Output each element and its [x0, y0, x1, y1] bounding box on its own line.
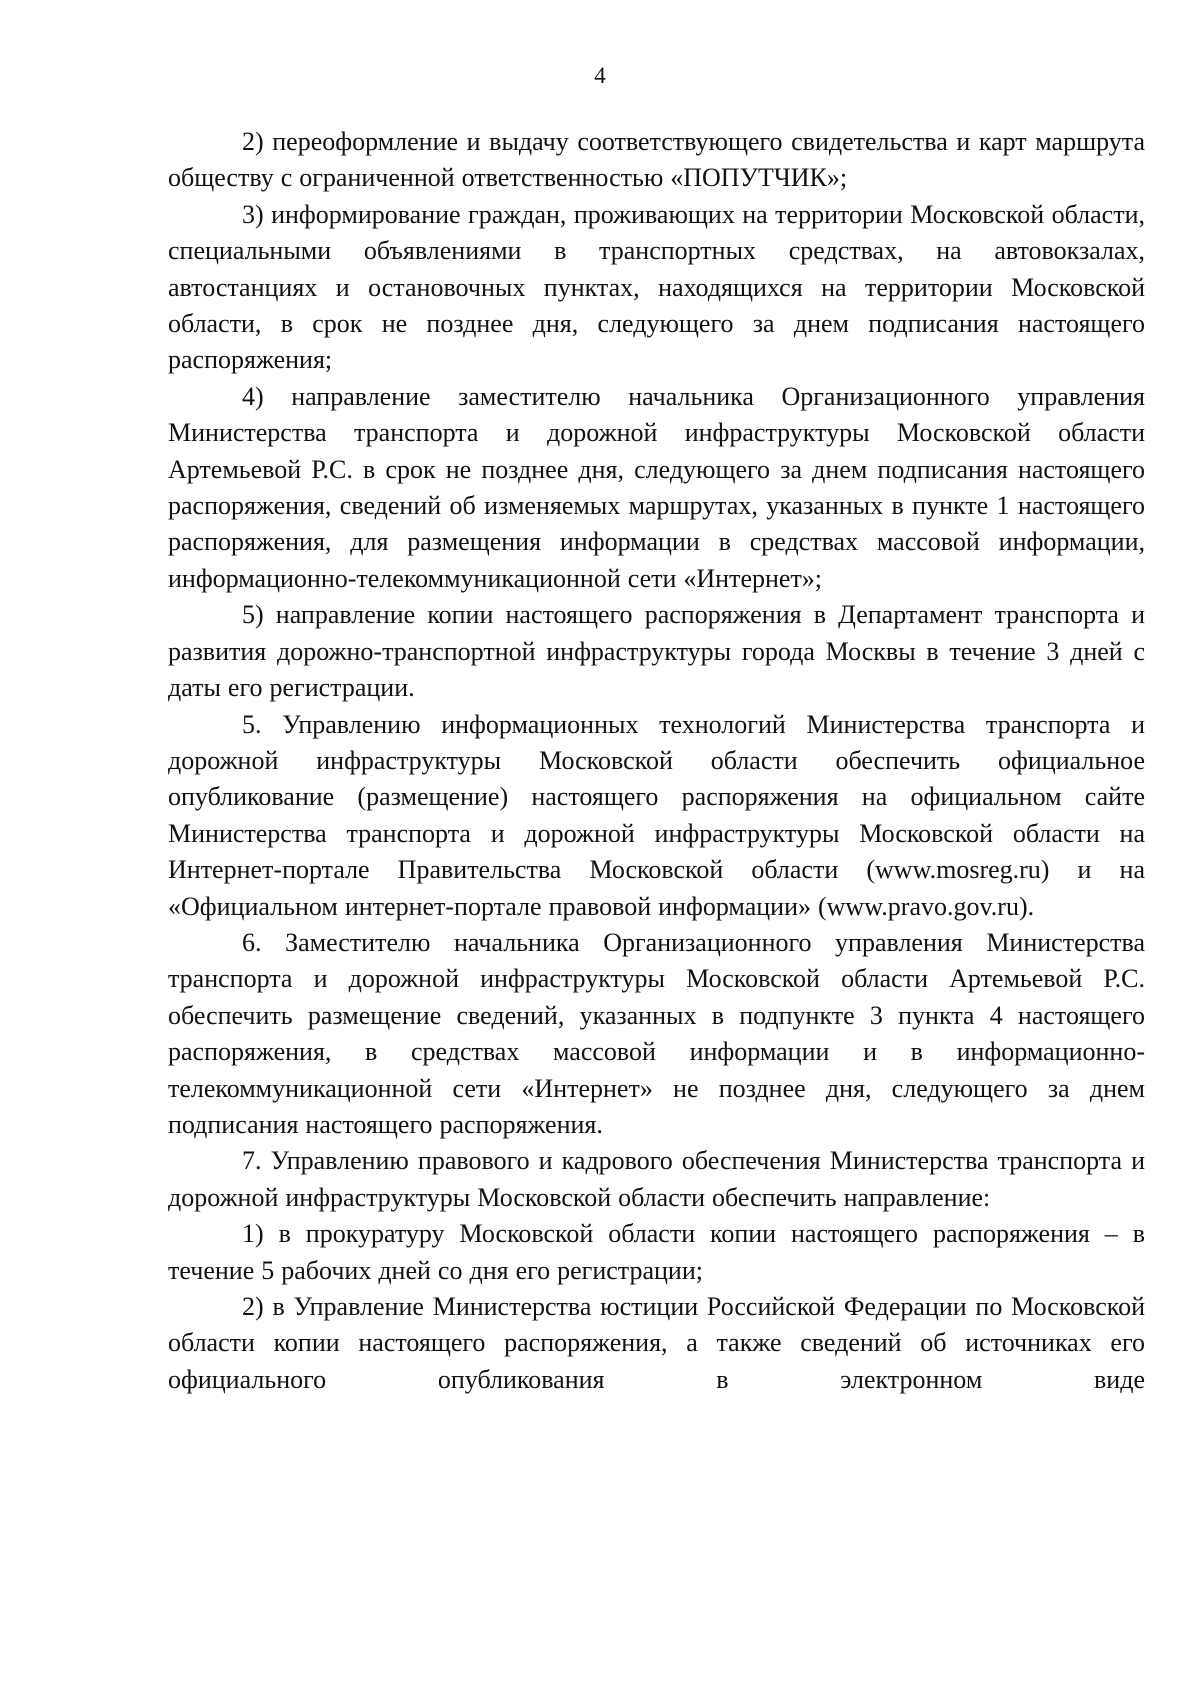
paragraph-item-5-send-copy: 5) направление копии настоящего распоряжения в Департамент транспорта и развития дорожно-транспортной инфраструктуры города Москвы в течение 3 дней с даты его регистрации. — [168, 600, 1145, 703]
page-number: 4 — [594, 63, 606, 88]
paragraph-item-2-reissue: 2) переоформление и выдачу соответствующего свидетельства и карт маршрута обществу с ограниченной ответственностью «ПОПУТЧИК»; — [168, 127, 1145, 193]
paragraph-point-6-deputy: 6. Заместителю начальника Организационного управления Министерства транспорта и дорожной инфраструктуры Московской области Артемьевой Р.С. обеспечить размещение сведений, указанных в подпункте 3 пункта 4 настоящего распоряжения, в средствах массовой информации и в информационно-телекоммуникационной сети «Интернет» не позднее дня, следующего за днем подписания настоящего распоряжения. — [168, 927, 1145, 1139]
paragraph-subitem-2-justice-ministry: 2) в Управление Министерства юстиции Российской Федерации по Московской области копии настоящего распоряжения, а также сведений об источниках его официального опубликования в электронном виде — [168, 1292, 1145, 1394]
paragraph-item-3-inform-citizens: 3) информирование граждан, проживающих на территории Московской области, специальными объявлениями в транспортных средствах, на автовокзалах, автостанциях и остановочных пунктах, находящихся на территории Московской области, в срок не позднее дня, следующего за днем подписания настоящего распоряжения; — [168, 199, 1145, 375]
paragraph-point-7-legal-department: 7. Управлению правового и кадрового обеспечения Министерства транспорта и дорожной инфраструктуры Московской области обеспечить направление: — [168, 1146, 1145, 1212]
paragraph-point-5-it-department: 5. Управлению информационных технологий Министерства транспорта и дорожной инфраструктуры Московской области обеспечить официальное опубликование (размещение) настоящего распоряжения на официальном сайте Министерства транспорта и дорожной инфраструктуры Московской области на Интернет-портале Правительства Московской области (www.mosreg.ru) и на «Официальном интернет-портале правовой информации» (www.pravo.gov.ru). — [168, 709, 1145, 921]
paragraph-item-4-send-to-deputy: 4) направление заместителю начальника Организационного управления Министерства транспорта и дорожной инфраструктуры Московской области Артемьевой Р.С. в срок не позднее дня, следующего за днем подписания настоящего распоряжения, сведений об изменяемых маршрутах, указанных в пункте 1 настоящего распоряжения, для размещения информации в средствах массовой информации, информационно-телекоммуникационной сети «Интернет»; — [168, 381, 1145, 593]
paragraph-subitem-1-prosecutor: 1) в прокуратуру Московской области копии настоящего распоряжения – в течение 5 рабочих дней со дня его регистрации; — [168, 1219, 1145, 1285]
document-body — [168, 124, 1145, 1398]
